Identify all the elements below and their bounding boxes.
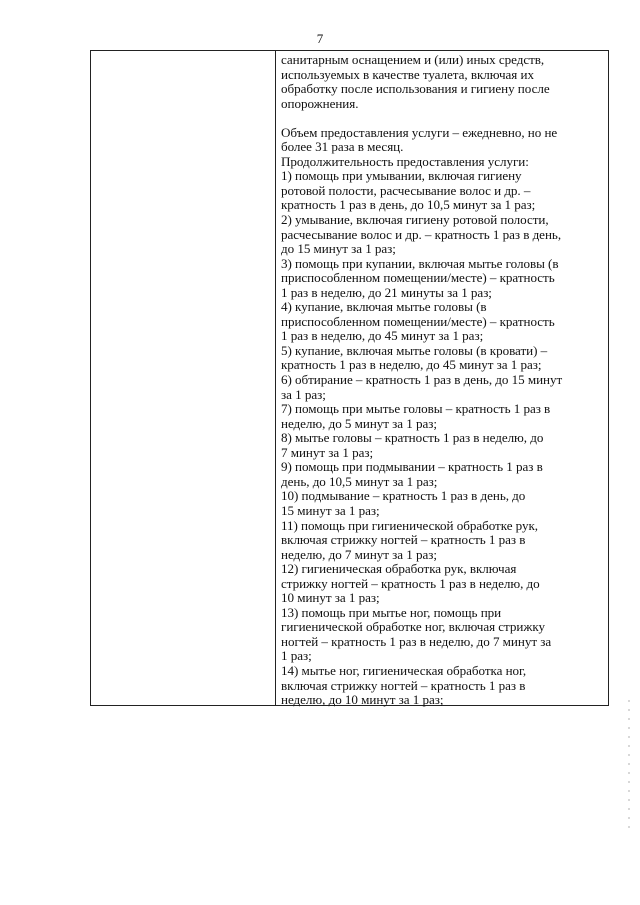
text-line: до 15 минут за 1 раз; [281,241,396,257]
text-line: ногтей – кратность 1 раз в неделю, до 7 минут за [281,633,552,649]
text-line: 7) помощь при мытье головы – кратность 1 раз в [281,401,551,417]
paragraph-spacer [281,111,605,126]
text-line: день, до 10,5 минут за 1 раз; [281,473,438,489]
text-line: расчесывание волос и др. – кратность 1 раз в день, [281,226,562,242]
text-line: опорожнения. [281,95,359,111]
table-right-cell [281,53,605,708]
service-description [281,126,605,708]
text-line: 1 раз в неделю, до 21 минуты за 1 раз; [281,284,492,300]
text-line: 5) купание, включая мытье головы (в кровати) – [281,342,548,358]
text-line: 9) помощь при подмывании – кратность 1 раз в [281,459,543,475]
text-line: Продолжительность предоставления услуги: [281,153,529,169]
text-line: кратность 1 раз в день, до 10,5 минут за 1 раз; [281,197,536,213]
page-number: 7 [316,31,324,46]
text-line: используемых в качестве туалета, включая их [281,66,534,82]
text-line: ротовой полости, расчесывание волос и др. – [281,182,531,198]
text-line: 12) гигиеническая обработка рук, включая [281,561,517,577]
text-line: 7 минут за 1 раз; [281,444,374,460]
text-line: 10) подмывание – кратность 1 раз в день, до [281,488,526,504]
text-line: гигиенической обработке ног, включая стрижку [281,619,545,635]
text-line: более 31 раза в месяц. [281,139,404,155]
text-line: 11) помощь при гигиенической обработке рук, [281,517,539,533]
text-line: 3) помощь при купании, включая мытье головы (в [281,255,559,271]
text-line: обработку после использования и гигиену после [281,81,550,97]
text-line: 1 раз в неделю, до 45 минут за 1 раз; [281,328,484,344]
text-line: включая стрижку ногтей – кратность 1 раз в [281,677,526,693]
text-line: 10 минут за 1 раз; [281,590,380,606]
text-line: 15 минут за 1 раз; [281,502,380,518]
text-line: 13) помощь при мытье ног, помощь при [281,604,502,620]
service-table [90,50,609,706]
text-line: 8) мытье головы – кратность 1 раз в неделю, до [281,430,544,446]
text-line: неделю, до 5 минут за 1 раз; [281,415,437,431]
text-line: приспособленном помещении/месте) – кратность [281,313,555,329]
text-line: 6) обтирание – кратность 1 раз в день, до 15 минут [281,372,563,388]
text-line: Объем предоставления услуги – ежедневно, но не [281,124,558,140]
text-line: за 1 раз; [281,386,326,402]
text-line: включая стрижку ногтей – кратность 1 раз в [281,532,526,548]
text-line: стрижку ногтей – кратность 1 раз в неделю, до [281,575,540,591]
text-line: 14) мытье ног, гигиеническая обработка ног, [281,662,527,678]
text-line: 2) умывание, включая гигиену ротовой полости, [281,212,549,228]
text-line: санитарным оснащением и (или) иных средств, [281,52,545,67]
text-line: 4) купание, включая мытье головы (в [281,299,487,315]
text-line: неделю, до 10 минут за 1 раз; [281,692,444,708]
column-divider [275,51,276,705]
scan-artifact [628,700,630,830]
text-line: 1) помощь при умывании, включая гигиену [281,168,522,184]
text-line: 1 раз; [281,648,312,664]
intro-paragraph [281,53,605,111]
text-line: кратность 1 раз в неделю, до 45 минут за 1 раз; [281,357,542,373]
text-line: неделю, до 7 минут за 1 раз; [281,546,437,562]
text-line: приспособленном помещении/месте) – кратность [281,270,555,286]
